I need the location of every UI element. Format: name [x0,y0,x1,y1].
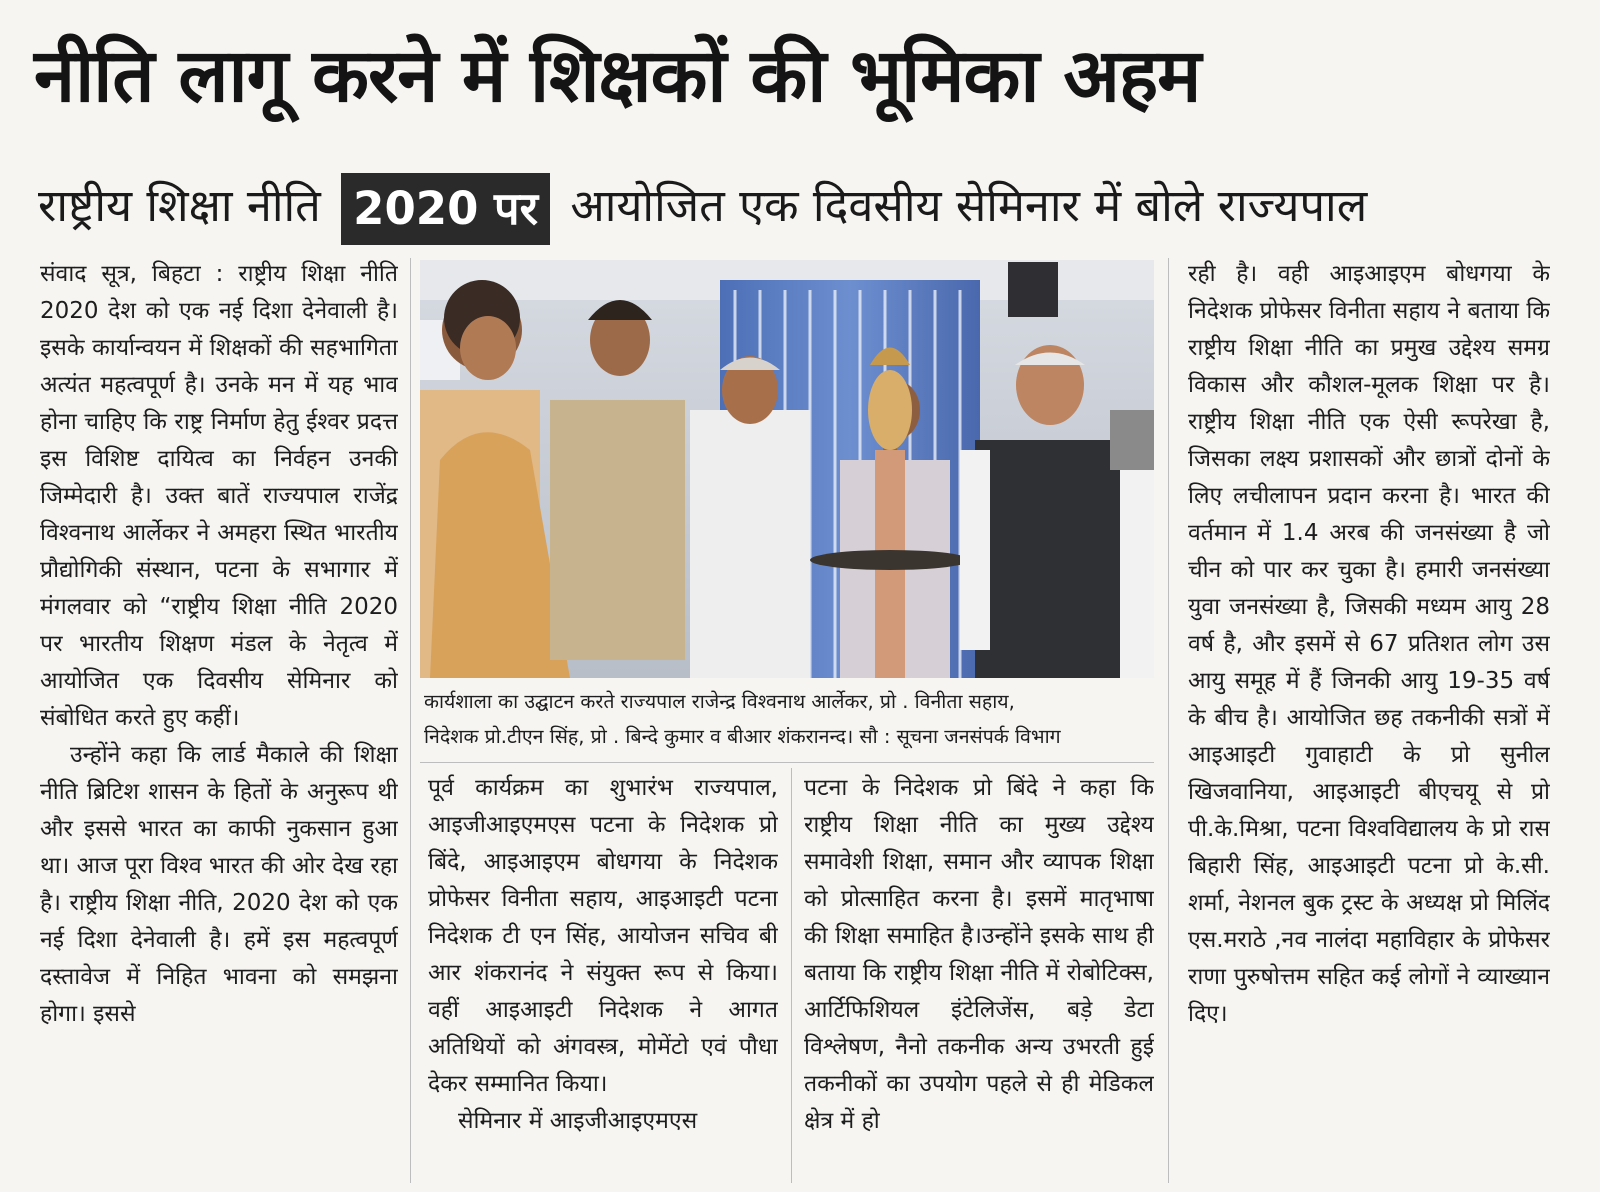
article-column-2 [428,770,778,1180]
lamp-lighting-photo [420,260,1154,678]
subheadline-text: राष्ट्रीय शिक्षा नीति [38,179,321,232]
article-paragraph: रही है। वही आइआइएम बोधगया के निदेशक प्रोफेसर विनीता सहाय ने बताया कि राष्ट्रीय शिक्षा नीति का प्रमुख उद्देश्य समग्र विकास और कौशल-मूलक शिक्षा पर है। राष्ट्रीय शिक्षा नीति एक ऐसी रूपरेखा है, जिसका लक्ष्य प्रशासकों और छात्रों दोनों के लिए लचीलापन प्रदान करना है। भारत की वर्तमान में 1.4 अरब की जनसंख्या है जो चीन को पार कर चुका है। हमारी जनसंख्या युवा जनसंख्या है, जिसकी मध्यम आयु 28 वर्ष है, और इसमें से 67 प्रतिशत लोग उस आयु समूह में हैं जिनकी आयु 19-35 वर्ष के बीच है। आयोजित छह तकनीकी सत्रों में आइआइटी गुवाहाटी के प्रो सुनील खिजवानिया, आइआइटी बीएचयू से प्रो पी.के.मिश्रा, पटना विश्वविद्यालय के प्रो रास बिहारी सिंह, आइआइटी पटना प्रो के.सी. शर्मा, नेशनल बुक ट्रस्ट के अध्यक्ष प्रो मिलिंद एस.मराठे ,नव नालंदा महाविहार के प्रोफेसर राणा पुरुषोत्तम सहित कई लोगों ने व्याख्यान दिए। [1188,261,1550,1027]
event-photo [420,260,1154,678]
subheadline [38,166,1578,246]
article-column-3 [804,770,1154,1180]
column-divider [1168,258,1169,1183]
article-paragraph: पूर्व कार्यक्रम का शुभारंभ राज्यपाल, आइजीआइएमएस पटना के निदेशक प्रो बिंदे, आइआइएम बोधगया के निदेशक प्रोफेसर विनीता सहाय, आइआइटी पटना निदेशक टी एन सिंह, आयोजन सचिव बी आर शंकरानंद ने संयुक्त रूप से किया। वहीं आइआइटी निदेशक ने आगत अतिथियों को अंगवस्त्र, मोमेंटो एवं पौधा देकर सम्मानित किया। [428,775,778,1097]
subheadline-highlight: 2020 पर [341,173,550,245]
column-divider [410,258,411,1183]
caption-line-2: निदेशक प्रो.टीएन सिंह, प्रो . बिन्दे कुमार व बीआर शंकरानन्द। सौ : सूचना जनसंपर्क विभाग [424,725,1061,748]
headline: नीति लागू करने में शिक्षकों की भूमिका अहम [34,33,1201,119]
caption-line-1: कार्यशाला का उद्घाटन करते राज्यपाल राजेन्द्र विश्वनाथ आर्लेकर, प्रो . विनीता सहाय, [424,690,1015,713]
article-column-1 [40,256,398,1186]
article-paragraph: उन्होंने कहा कि लार्ड मैकाले की शिक्षा नीति ब्रिटिश शासन के हितों के अनुरूप थी और इससे भारत का काफी नुकसान हुआ था। आज पूरा विश्व भारत की ओर देख रहा है। राष्ट्रीय शिक्षा नीति, 2020 देश को एक नई दिशा देनेवाली है। हमें इस महत्वपूर्ण दस्तावेज में निहित भावना को समझना होगा। इससे [40,742,398,1027]
article-paragraph: पटना के निदेशक प्रो बिंदे ने कहा कि राष्ट्रीय शिक्षा नीति का मुख्य उद्देश्य समावेशी शिक्षा, समान और व्यापक शिक्षा को प्रोत्साहित करना है। इसमें मातृभाषा की शिक्षा समाहित है।उन्होंने इसके साथ ही बताया कि राष्ट्रीय शिक्षा नीति में रोबोटिक्स, आर्टिफिशियल इंटेलिजेंस, बड़े डेटा विश्लेषण, नैनो तकनीक अन्य उभरती हुई तकनीकों का उपयोग पहले से ही मेडिकल क्षेत्र में हो [804,775,1154,1134]
article-paragraph: संवाद सूत्र, बिहटा : राष्ट्रीय शिक्षा नीति 2020 देश को एक नई दिशा देनेवाली है। इसके कार्यान्वयन में शिक्षकों की सहभागिता अत्यंत महत्वपूर्ण है। उनके मन में यह भाव होना चाहिए कि राष्ट्र निर्माण हेतु ईश्वर प्रदत्त इस विशिष्ट दायित्व का निर्वहन उनकी जिम्मेदारी है। उक्त बातें राज्यपाल राजेंद्र विश्वनाथ आर्लेकर ने अमहरा स्थित भारतीय प्रौद्योगिकी संस्थान, पटना के सभागार में मंगलवार को “राष्ट्रीय शिक्षा नीति 2020 पर भारतीय शिक्षण मंडल के नेतृत्व में आयोजित एक दिवसीय सेमिनार को संबोधित करते हुए कहीं। [40,261,398,731]
article-column-4 [1188,256,1550,1186]
article-paragraph: सेमिनार में आइजीआइएमएस [458,1108,698,1134]
subheadline-text-end: आयोजित एक दिवसीय सेमिनार में बोले राज्यपाल [570,179,1368,232]
column-divider [791,768,792,1183]
caption-rule [420,762,1154,763]
photo-caption [424,684,1154,756]
